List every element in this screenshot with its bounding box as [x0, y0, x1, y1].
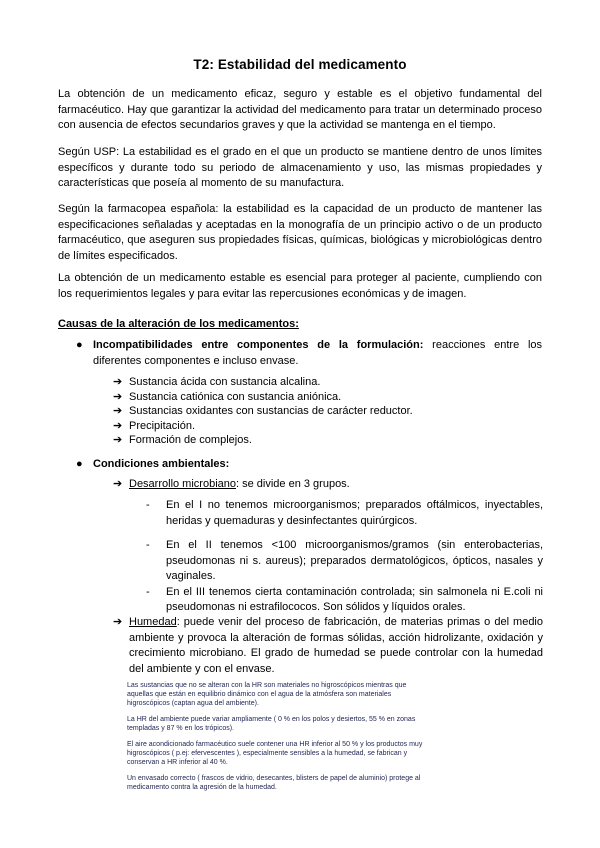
arrow-icon: ➔	[113, 419, 123, 432]
incompatibilities-label: Incompatibilidades entre componentes de la formulación:	[93, 339, 424, 351]
incompatibilities-bullet	[76, 338, 542, 369]
microbial-growth-item: ➔ Desarrollo microbiano: se divide en 3 grupos.	[113, 477, 543, 493]
dash-icon: -	[146, 585, 150, 598]
scan-paragraph: Un envasado correcto ( frascos de vidrio, desecantes, blisters de papel de aluminio) protege al medicamento contra la agresión de la humedad.	[127, 775, 421, 791]
humidity-item: ➔ Humedad: puede venir del proceso de fabricación, de materias primas o del medio ambiente y provoca la alteración de formas sólidas, acción hidrolizante, oxidación y crecimiento microbiano. El grado de humedad se puede controlar con la humedad del ambiente y con el envase.	[113, 616, 543, 675]
stability-importance-paragraph: La obtención de un medicamento estable es esencial para proteger al paciente, cumpliendo con los requerimientos legales y para evitar las repercusiones económicas y de imagen.	[58, 272, 542, 300]
arrow-icon: ➔	[113, 434, 123, 446]
list-item: ➔ Sustancias oxidantes con sustancias de carácter reductor.	[113, 405, 413, 417]
dash-icon: -	[146, 499, 150, 511]
arrow-icon: ➔	[113, 616, 123, 628]
incompatibilities-text	[93, 338, 542, 369]
list-item: ➔ Precipitación.	[113, 419, 196, 432]
list-item: ➔ Sustancia ácida con sustancia alcalina.	[113, 376, 321, 388]
page-title: T2: Estabilidad del medicamento	[193, 57, 407, 72]
list-item: - En el II tenemos <100 microorganismos/gramos (sin enterobacterias, pseudomonas ni s. aureus); preparados dermatológicos, ópticos, nasales y vaginales.	[146, 539, 543, 582]
intro-paragraph: La obtención de un medicamento eficaz, seguro y estable es el objetivo fundamental del farmacéutico. Hay que garantizar la actividad del medicamento para tratar un determinado proceso con ausencia de efectos secundarios graves y que la actividad se mantenga en el tiempo.	[58, 88, 542, 131]
list-item: ➔ Formación de complejos.	[113, 434, 252, 446]
environmental-conditions-bullet	[76, 457, 542, 473]
arrow-icon: ➔	[113, 405, 123, 417]
incompatibility-examples-list	[113, 375, 543, 448]
scan-paragraph: La HR del ambiente puede variar ampliamente ( 0 % en los polos y desiertos, 55 % en zonas templadas y 87 % en los trópicos).	[127, 716, 416, 732]
scan-paragraph: Las sustancias que no se alteran con la HR son materiales no higroscópicos mientras que aquellas que están en equilibrio dinámico con el agua de la atmósfera son materiales higroscópicos (captan agua del ambiente).	[127, 682, 407, 707]
farmacopea-definition-paragraph: Según la farmacopea española: la estabilidad es la capacidad de un producto de mantener las especificaciones señaladas y aceptadas en la monografía de un principio activo o de un producto farmacéutico, que aseguren sus propiedades físicas, químicas, biológicas y microbiológicas dentro de límites especificados.	[58, 203, 542, 262]
incompatibilities-description: reacciones entre los diferentes componentes e incluso envase.	[93, 339, 542, 367]
list-item: ➔ Sustancia catiónica con sustancia aniónica.	[113, 390, 342, 403]
arrow-icon: ➔	[113, 478, 123, 490]
scan-paragraph: El aire acondicionado farmacéutico suele contener una HR inferior al 50 % y los productos muy higroscópicos ( p.ej: efervescentes ), especialmente sensibles a la humedad, se fabrican y conservan a HR inferior al 40 %.	[127, 741, 423, 766]
causes-heading: Causas de la alteración de los medicamentos:	[58, 318, 299, 330]
list-item: - En el III tenemos cierta contaminación controlada; sin salmonela ni E.coli ni pseudomonas ni estrafilococos. Son sólidos y líquidos orales.	[146, 585, 543, 613]
dash-icon: -	[146, 539, 150, 551]
microbial-growth-label: Desarrollo microbiano	[129, 478, 236, 490]
usp-definition-paragraph: Según USP: La estabilidad es el grado en el que un producto se mantiene dentro de unos límites específicos y durante todo su periodo de almacenamiento y uso, las mismas propiedades y características que poseía al momento de su manufactura.	[58, 146, 542, 189]
bullet-icon: ●	[76, 458, 83, 470]
scanned-humidity-notes	[127, 681, 432, 809]
humidity-label: Humedad	[129, 616, 177, 628]
list-item: - En el I no tenemos microorganismos; preparados oftálmicos, inyectables, heridas y quemaduras y desinfectantes quirúrgicos.	[146, 499, 543, 527]
bullet-icon: ●	[76, 339, 83, 351]
arrow-icon: ➔	[113, 376, 123, 388]
environmental-conditions-label: Condiciones ambientales:	[93, 458, 230, 470]
arrow-icon: ➔	[113, 390, 123, 403]
microbial-groups-list	[146, 498, 543, 616]
